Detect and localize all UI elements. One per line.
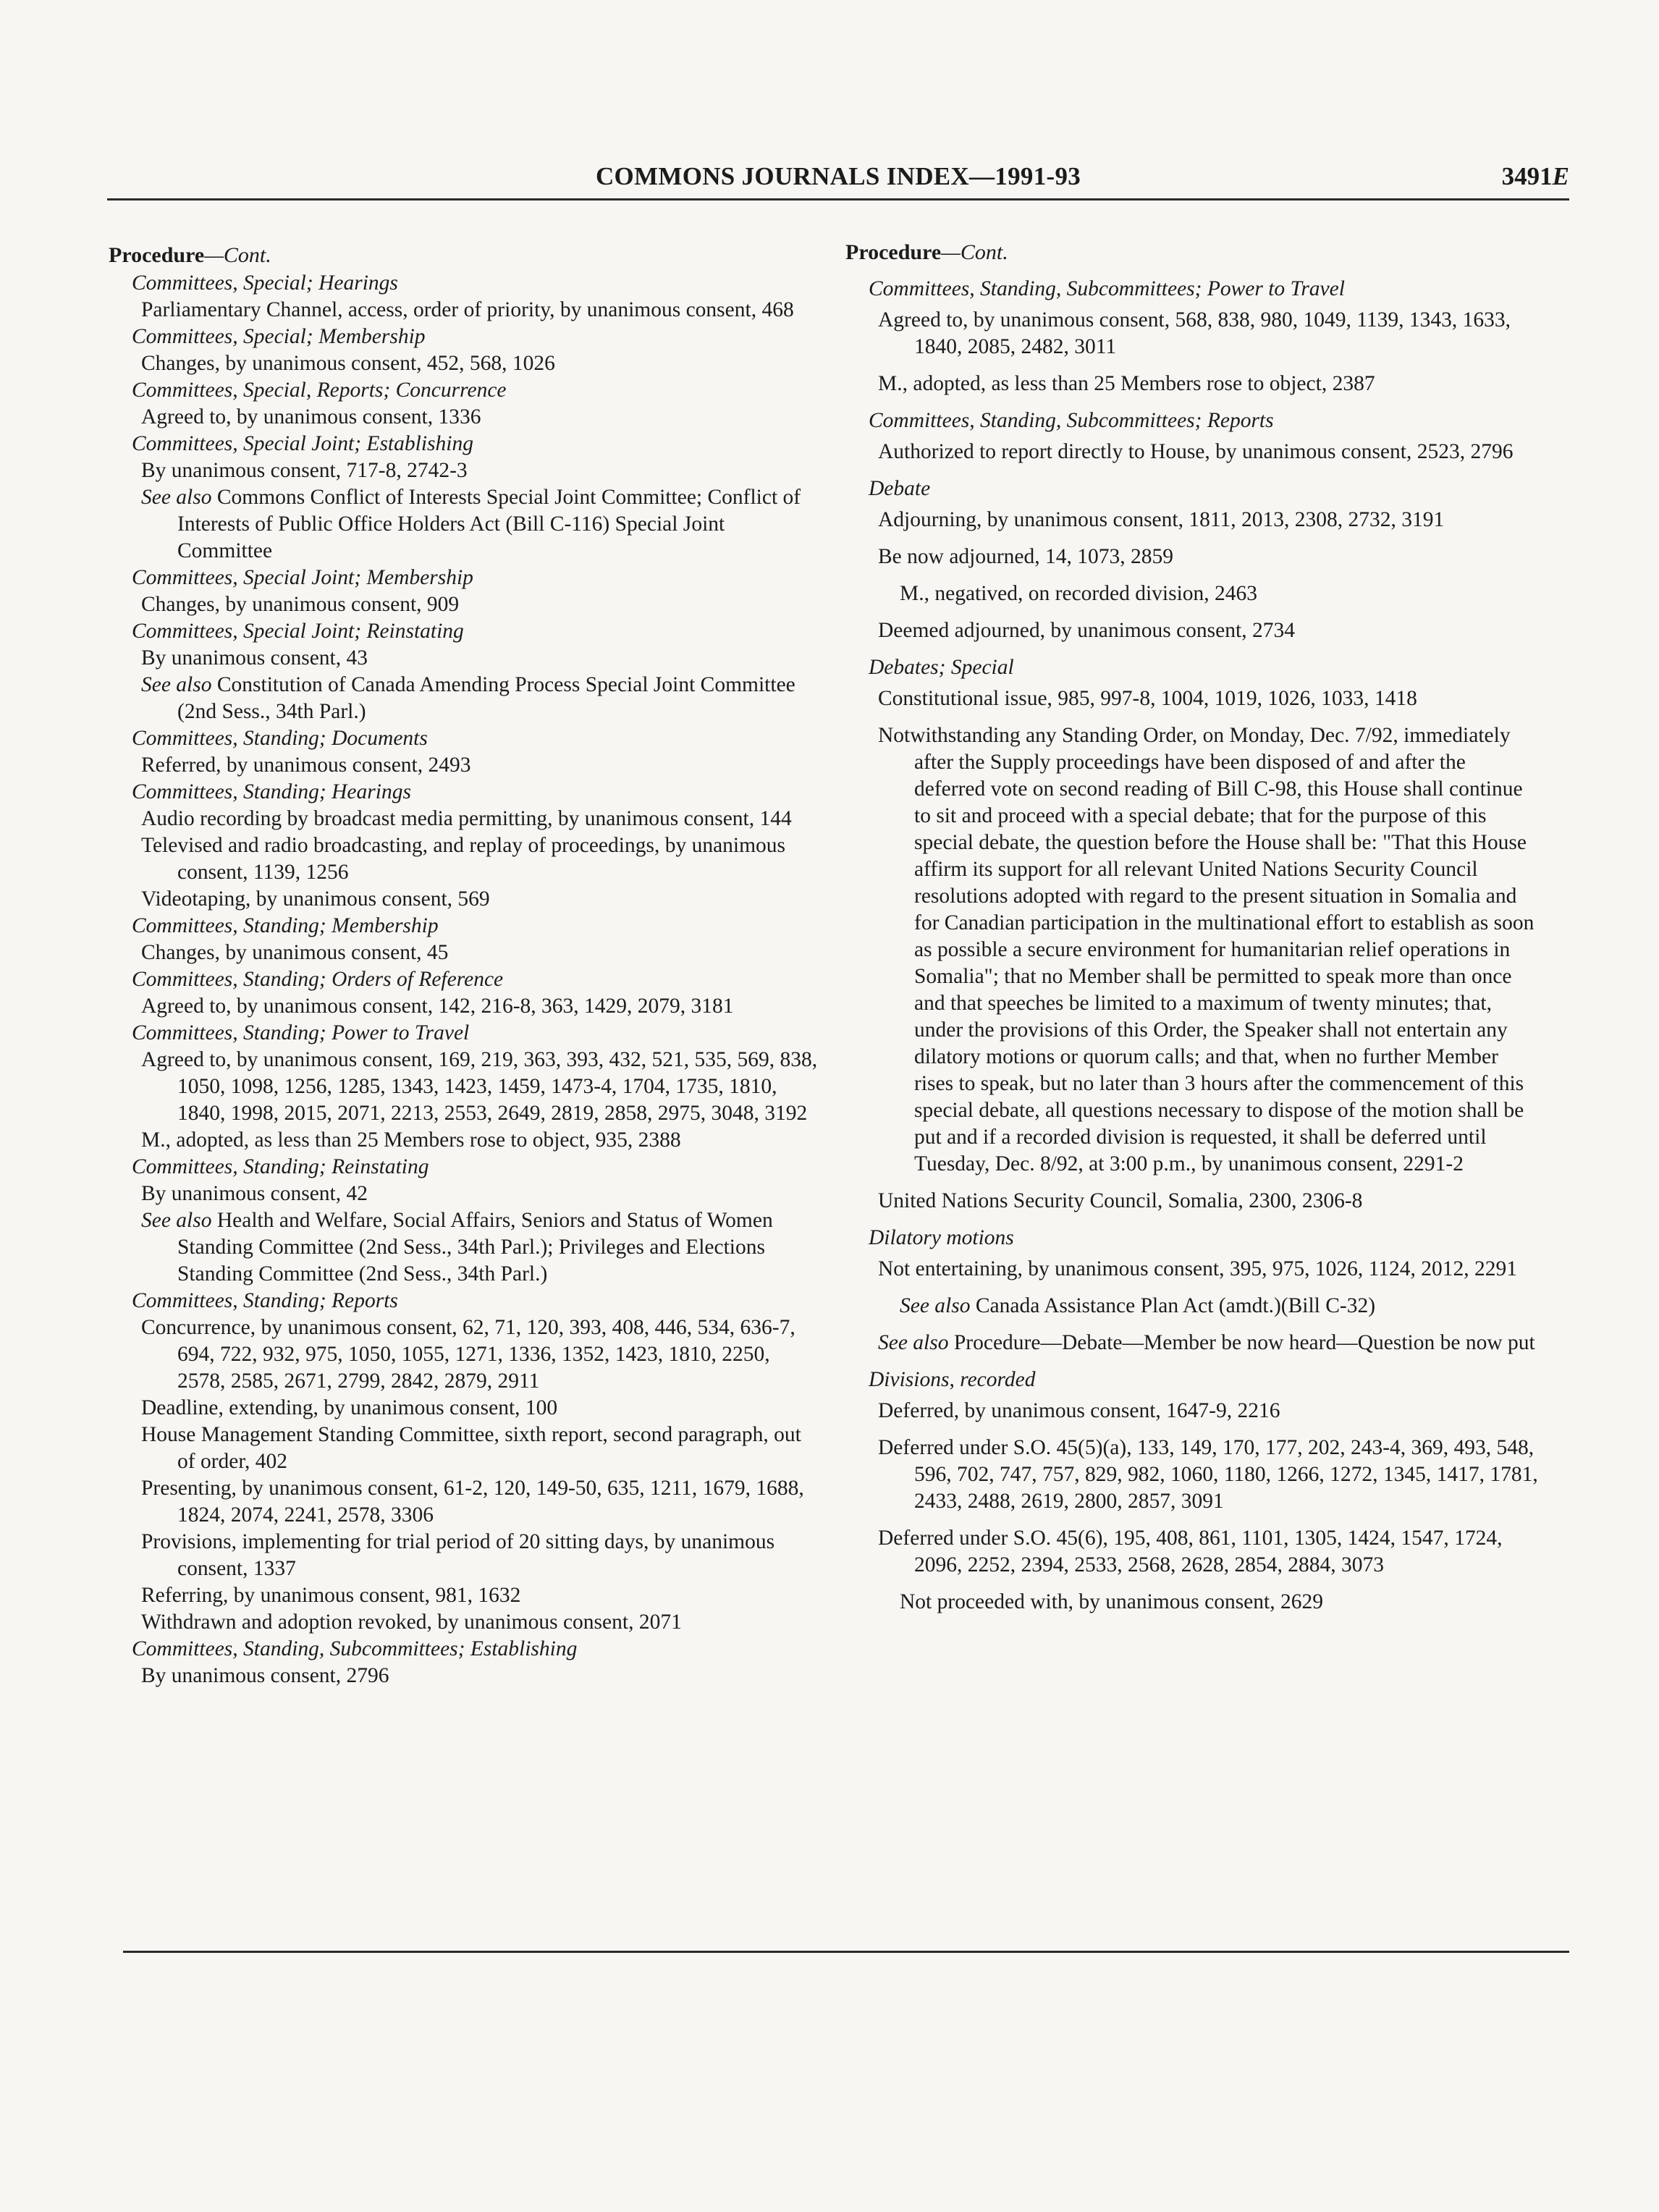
index-entry: By unanimous consent, 2796 (141, 1664, 389, 1687)
index-subheading: Committees, Standing; Reports (132, 1289, 398, 1312)
index-entry: By unanimous consent, 42 (141, 1182, 368, 1205)
index-entry: By unanimous consent, 43 (141, 646, 368, 670)
see-also-label: See also (141, 673, 212, 696)
index-subheading: Committees, Standing; Hearings (132, 780, 411, 803)
running-title: COMMONS JOURNALS INDEX—1991-93 (595, 162, 1081, 190)
index-entry: Changes, by unanimous consent, 452, 568, 1026 (141, 352, 555, 375)
index-subheading: Committees, Standing; Membership (132, 914, 439, 937)
index-entry: Agreed to, by unanimous consent, 1336 (141, 405, 481, 429)
index-entry: Concurrence, by unanimous consent, 62, 71, 120, 393, 408, 446, 534, 636-7, 694, 722, 932, 975, 1050, 1055, 1271, 1336, 1352, 1423, 1810, 2250, 2578, 2585, 2671, 2799, 2842, 2879, 2911 (141, 1316, 795, 1393)
index-see-also (109, 1207, 818, 1288)
index-entry: Presenting, by unanimous consent, 61-2, 120, 149-50, 635, 1211, 1679, 1688, 1824, 2074, 2241, 2578, 3306 (141, 1477, 804, 1527)
index-subheading: Divisions, recorded (869, 1368, 1036, 1391)
index-see-also (109, 484, 818, 565)
index-column-right (845, 239, 1540, 1626)
index-entry: Withdrawn and adoption revoked, by unanimous consent, 2071 (141, 1611, 682, 1634)
index-entry: House Management Standing Committee, sixth report, second paragraph, out of order, 402 (141, 1423, 801, 1473)
footer-rule (123, 1951, 1569, 1953)
index-column-left (109, 242, 818, 1689)
see-also-target: Commons Conflict of Interests Special Joint Committee; Conflict of Interests of Public Office Holders Act (Bill C-116) Special Joint Committee (177, 486, 801, 562)
index-entry: M., adopted, as less than 25 Members rose to object, 935, 2388 (141, 1128, 681, 1152)
index-entry: Notwithstanding any Standing Order, on Monday, Dec. 7/92, immediately after the Supply proceedings have been disposed of and after the deferred vote on second reading of Bill C-98, this House shall continue to sit and proceed with a special debate; that for the purpose of this special debate, the question before the House shall be: "That this House affirm its support for all relevant United Nations Security Council resolutions adopted with regard to the present situation in Somalia and for Canadian participation in the multinational effort to establish as soon as possible a secure environment for humanitarian relief operations in Somalia"; that no Member shall be permitted to speak more than once and that speeches be limited to a maximum of twenty minutes; that, under the provisions of this Order, the Speaker shall not entertain any dilatory motions or quorum calls; and that, when no further Member rises to speak, but no later than 3 hours after the commencement of this special debate, all questions necessary to dispose of the motion shall be put and if a recorded division is requested, it shall be deferred until Tuesday, Dec. 8/92, at 3:00 p.m., by unanimous consent, 2291-2 (878, 724, 1535, 1175)
index-subheading: Committees, Special Joint; Membership (132, 566, 473, 589)
index-entry: Parliamentary Channel, access, order of priority, by unanimous consent, 468 (141, 298, 794, 321)
index-entry: Deadline, extending, by unanimous consent, 100 (141, 1396, 558, 1419)
header-rule (107, 198, 1569, 200)
index-subheading: Committees, Standing; Documents (132, 727, 428, 750)
index-entry: Be now adjourned, 14, 1073, 2859 (878, 545, 1174, 568)
see-also-target: Constitution of Canada Amending Process Special Joint Committee (2nd Sess., 34th Parl.) (177, 673, 795, 723)
see-also-label: See also (878, 1331, 949, 1354)
index-entry: Videotaping, by unanimous consent, 569 (141, 887, 490, 911)
index-entry: Referred, by unanimous consent, 2493 (141, 753, 471, 777)
heading-cont: —Cont. (204, 243, 271, 267)
index-see-also (845, 1293, 1540, 1320)
see-also-target: Canada Assistance Plan Act (amdt.)(Bill C-32) (970, 1294, 1376, 1317)
index-entry: Changes, by unanimous consent, 909 (141, 593, 460, 616)
see-also-target: Procedure—Debate—Member be now heard—Question be now put (948, 1331, 1535, 1354)
heading-term: Procedure (845, 240, 942, 264)
index-entry: United Nations Security Council, Somalia, 2300, 2306-8 (878, 1189, 1363, 1212)
index-entry: M., adopted, as less than 25 Members rose to object, 2387 (878, 372, 1375, 395)
index-entry: Televised and radio broadcasting, and replay of proceedings, by unanimous consent, 1139, 1256 (141, 834, 786, 884)
heading-term: Procedure (109, 243, 205, 267)
index-subheading: Committees, Special Joint; Establishing (132, 432, 473, 455)
index-entry: Not entertaining, by unanimous consent, 395, 975, 1026, 1124, 2012, 2291 (878, 1257, 1517, 1280)
see-also-label: See also (900, 1294, 971, 1317)
index-entry: Agreed to, by unanimous consent, 169, 219, 363, 393, 432, 521, 535, 569, 838, 1050, 1098, 1256, 1285, 1343, 1423, 1459, 1473-4, 1704, 1735, 1810, 1840, 1998, 2015, 2071, 2213, 2553, 2649, 2819, 2858, 2975, 3048, 3192 (141, 1048, 818, 1125)
index-entry: M., negatived, on recorded division, 2463 (900, 582, 1258, 605)
index-entry: Agreed to, by unanimous consent, 142, 216-8, 363, 1429, 2079, 3181 (141, 995, 734, 1018)
index-entry: Referring, by unanimous consent, 981, 1632 (141, 1584, 521, 1607)
index-subheading: Committees, Standing; Reinstating (132, 1155, 429, 1178)
index-entry: Authorized to report directly to House, by unanimous consent, 2523, 2796 (878, 440, 1514, 463)
index-subheading: Committees, Standing, Subcommittees; Establishing (132, 1637, 578, 1660)
index-subheading: Committees, Special; Membership (132, 325, 426, 348)
see-also-label: See also (141, 1209, 212, 1232)
index-entry: Deferred, by unanimous consent, 1647-9, 2216 (878, 1399, 1280, 1422)
index-subheading: Committees, Standing, Subcommittees; Reports (869, 409, 1274, 432)
index-subheading: Debate (869, 477, 931, 500)
index-subheading: Committees, Special; Hearings (132, 271, 398, 295)
index-subheading: Debates; Special (869, 656, 1014, 679)
page-header (107, 162, 1569, 200)
see-also-label: See also (141, 486, 212, 509)
heading-cont: —Cont. (941, 240, 1008, 264)
index-entry: Agreed to, by unanimous consent, 568, 838, 980, 1049, 1139, 1343, 1633, 1840, 2085, 2482, 3011 (878, 308, 1511, 358)
index-entry: Deferred under S.O. 45(6), 195, 408, 861, 1101, 1305, 1424, 1547, 1724, 2096, 2252, 2394, 2533, 2568, 2628, 2854, 2884, 3073 (878, 1527, 1503, 1576)
page-number-suffix: E (1552, 162, 1569, 190)
index-entry: Constitutional issue, 985, 997-8, 1004, 1019, 1026, 1033, 1418 (878, 687, 1417, 710)
index-subheading: Committees, Standing; Orders of Reference (132, 968, 504, 991)
index-entry: Not proceeded with, by unanimous consent, 2629 (900, 1590, 1323, 1613)
index-subheading: Dilatory motions (869, 1226, 1014, 1249)
index-entry: Changes, by unanimous consent, 45 (141, 941, 449, 964)
index-entry: Provisions, implementing for trial period of 20 sitting days, by unanimous consent, 1337 (141, 1530, 775, 1580)
index-see-also (845, 1330, 1540, 1356)
index-entry: Audio recording by broadcast media permitting, by unanimous consent, 144 (141, 807, 792, 830)
index-subheading: Committees, Special Joint; Reinstating (132, 620, 464, 643)
index-subheading: Committees, Special, Reports; Concurrence (132, 379, 507, 402)
continued-heading (845, 239, 1540, 266)
index-see-also (109, 672, 818, 725)
index-subheading: Committees, Standing, Subcommittees; Power to Travel (869, 277, 1345, 300)
see-also-target: Health and Welfare, Social Affairs, Seniors and Status of Women Standing Committee (2nd Sess., 34th Parl.); Privileges and Elections Standing Committee (2nd Sess., 34th Parl.) (177, 1209, 773, 1286)
index-subheading: Committees, Standing; Power to Travel (132, 1021, 470, 1044)
index-entry: Deferred under S.O. 45(5)(a), 133, 149, 170, 177, 202, 243-4, 369, 493, 548, 596, 702, 747, 757, 829, 982, 1060, 1180, 1266, 1272, 1345, 1417, 1781, 2433, 2488, 2619, 2800, 2857, 3091 (878, 1436, 1538, 1513)
continued-heading (109, 242, 818, 269)
page-number-digits: 3491 (1501, 162, 1553, 190)
index-entry: Deemed adjourned, by unanimous consent, 2734 (878, 619, 1295, 642)
index-entry: Adjourning, by unanimous consent, 1811, 2013, 2308, 2732, 3191 (878, 508, 1445, 531)
index-entry: By unanimous consent, 717-8, 2742-3 (141, 459, 468, 482)
page-number (1502, 162, 1569, 191)
